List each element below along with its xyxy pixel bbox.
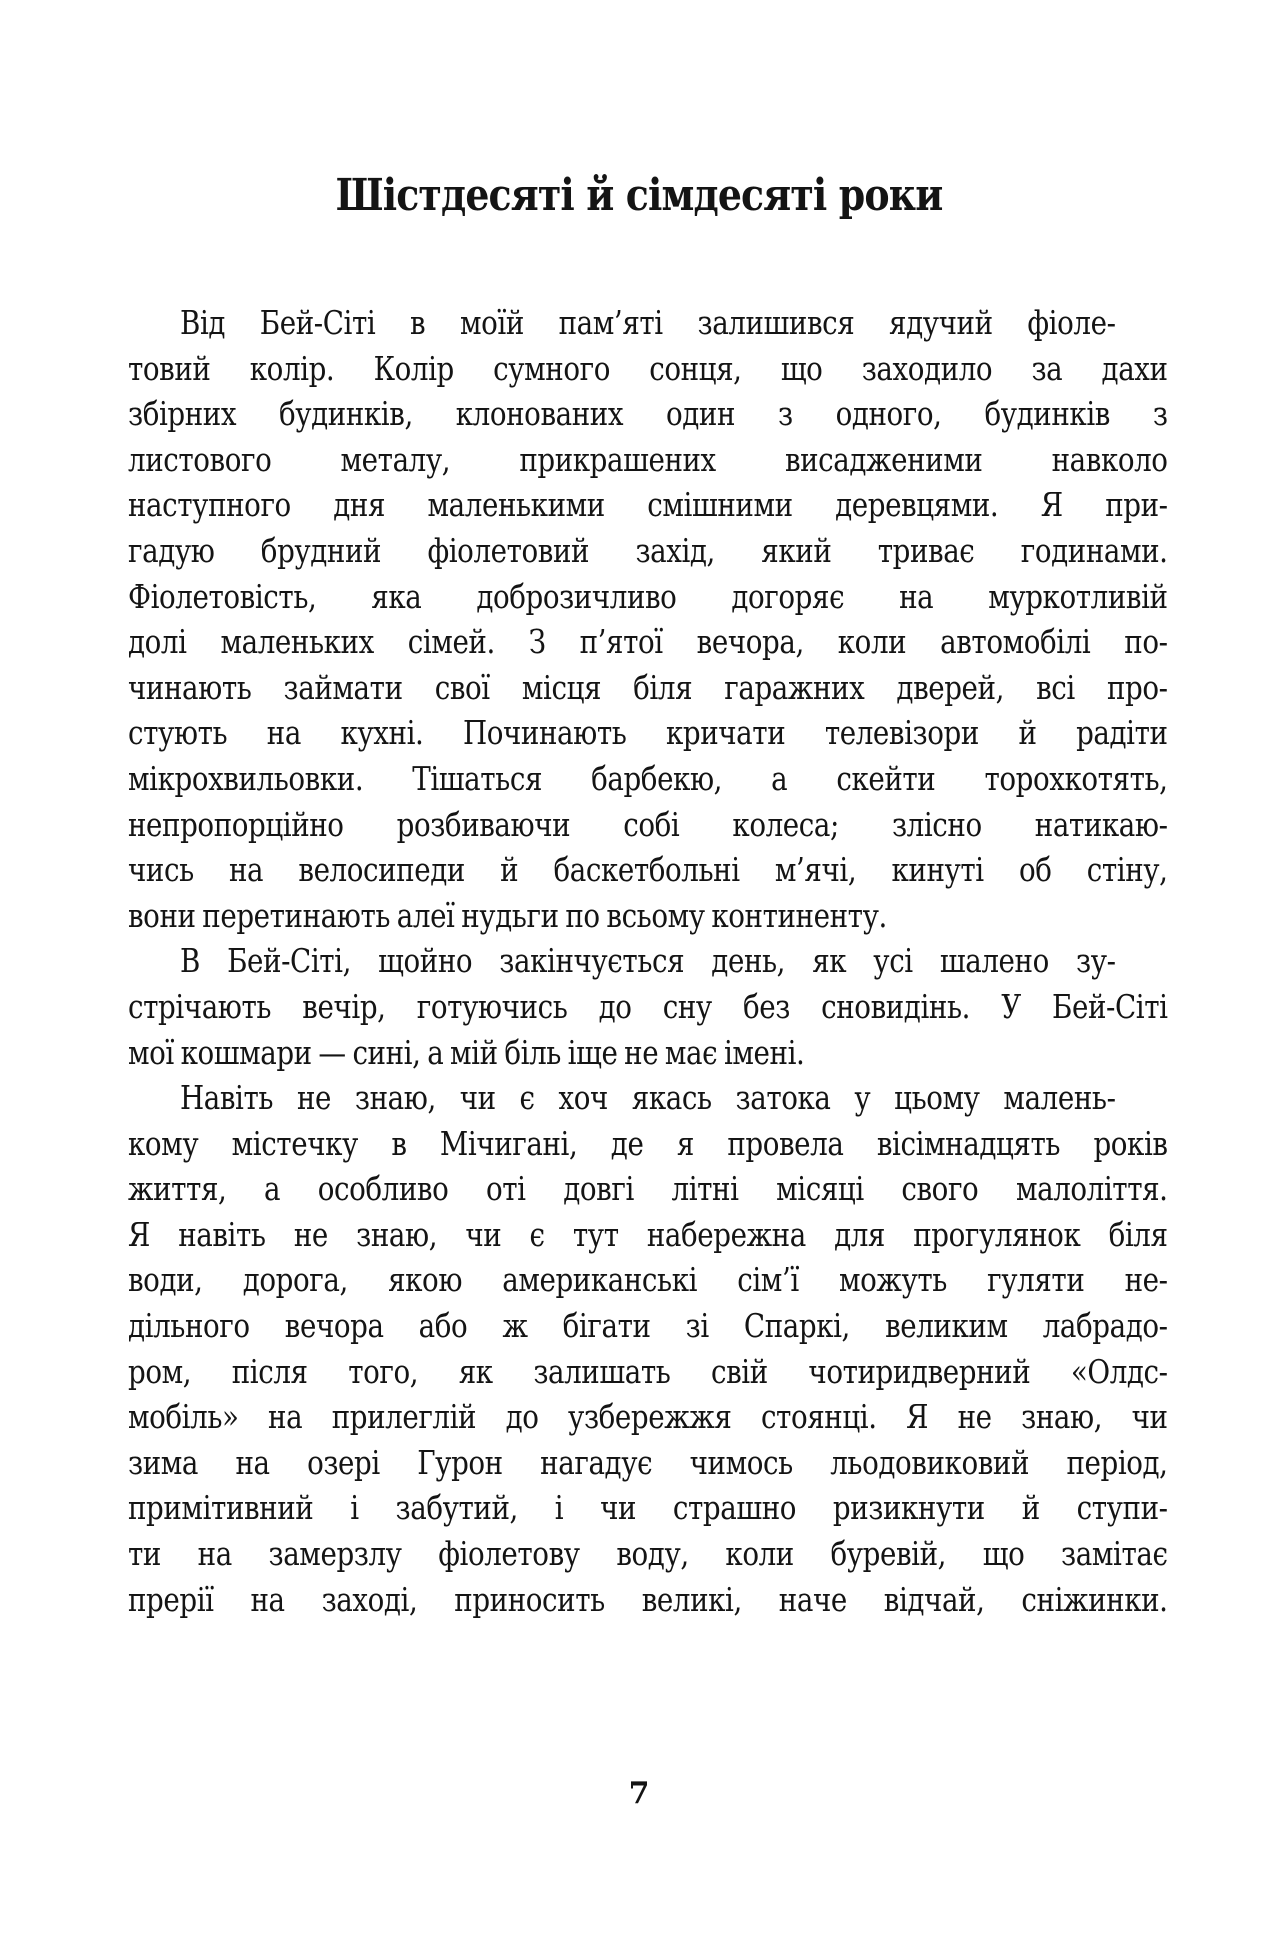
text-line: долі маленьких сімей. З п’ятої вечора, коли автомобілі по-	[128, 622, 1168, 662]
text-line: стрічають вечір, готуючись до сну без сновидінь. У Бей-Сіті	[128, 986, 1168, 1026]
text-line: збірних будинків, клонованих один з одного, будинків з	[128, 394, 1168, 434]
text-line: гадую брудний фіолетовий захід, який триває годинами.	[128, 530, 1168, 570]
chapter-title: Шістдесяті й сімдесяті роки	[335, 170, 943, 221]
text-line: життя, а особливо оті довгі літні місяці свого малоліття.	[128, 1169, 1168, 1209]
text-line: листового металу, прикрашених висадженими навколо	[128, 439, 1168, 479]
text-line: зима на озері Гурон нагадує чимось льодовиковий період,	[128, 1442, 1168, 1482]
text-line: мої кошмари — сині, а мій біль іще не має імені.	[128, 1032, 805, 1072]
text-line: Від Бей-Сіті в моїй пам’яті залишився ядучий фіоле-	[180, 303, 1116, 342]
text-line: ти на замерзлу фіолетову воду, коли буревій, що замітає	[128, 1534, 1168, 1574]
text-line: вони перетинають алеї нудьги по всьому континенту.	[128, 895, 887, 935]
text-line: Фіолетовість, яка доброзичливо догоряє на муркотливій	[128, 576, 1168, 616]
text-line: чинають займати свої місця біля гаражних дверей, всі про-	[128, 667, 1168, 707]
text-line: товий колір. Колір сумного сонця, що заходило за дахи	[128, 348, 1168, 388]
text-line: мобіль» на прилеглій до узбережжя стоянці. Я не знаю, чи	[128, 1397, 1168, 1437]
text-line: ром, після того, як залишать свій чотиридверний «Олдс-	[128, 1351, 1168, 1391]
paragraph-1	[128, 300, 1168, 938]
text-line: наступного дня маленькими смішними деревцями. Я при-	[128, 485, 1168, 525]
body-text	[128, 300, 1168, 1622]
page-number: 7	[628, 1776, 650, 1811]
paragraph-3	[128, 1075, 1168, 1622]
text-line: Я навіть не знаю, чи є тут набережна для прогулянок біля	[128, 1214, 1168, 1254]
text-line: стують на кухні. Починають кричати телевізори й радіти	[128, 713, 1168, 753]
text-line: В Бей-Сіті, щойно закінчується день, як усі шалено зу-	[180, 941, 1116, 981]
paragraph-2	[128, 938, 1168, 1075]
text-line: води, дорога, якою американські сім’ї можуть гуляти не-	[128, 1260, 1168, 1300]
text-line: непропорційно розбиваючи собі колеса; злісно натикаю-	[128, 804, 1168, 844]
text-line: кому містечку в Мічигані, де я провела вісімнадцять років	[128, 1123, 1168, 1163]
text-line: прерії на заході, приносить великі, наче відчай, сніжинки.	[128, 1579, 1168, 1619]
text-line: чись на велосипеди й баскетбольні м’ячі, кинуті об стіну,	[128, 850, 1168, 890]
text-line: Навіть не знаю, чи є хоч якась затока у цьому малень-	[180, 1078, 1116, 1118]
text-line: примітивний і забутий, і чи страшно ризикнути й ступи-	[128, 1488, 1168, 1528]
text-line: дільного вечора або ж бігати зі Спаркі, великим лабрадо-	[128, 1306, 1168, 1346]
text-line: мікрохвильовки. Тішаться барбекю, а скейти торохкотять,	[128, 758, 1168, 798]
